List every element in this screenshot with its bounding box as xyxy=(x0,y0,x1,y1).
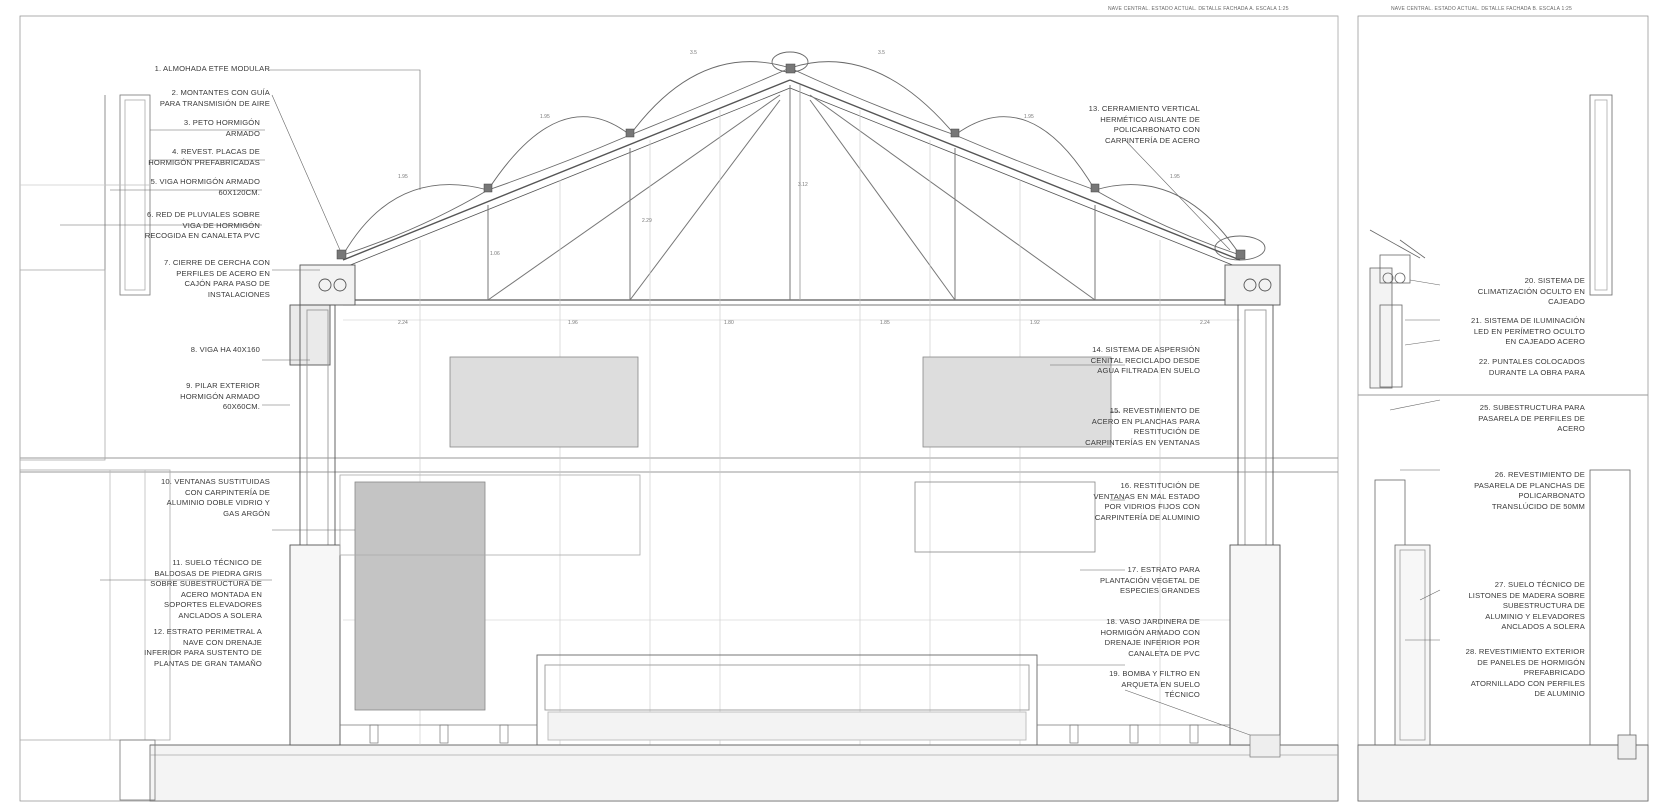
dim-span-3: 1.80 xyxy=(724,320,734,326)
note-5: 5. VIGA HORMIGÓN ARMADO 60X120CM. xyxy=(150,177,260,197)
dim-arc-mid-left: 1.95 xyxy=(540,114,550,120)
note-17: 17. ESTRATO PARA PLANTACIÓN VEGETAL DE ESPECIES GRANDES xyxy=(1099,565,1200,596)
note-10: 10. VENTANAS SUSTITUIDAS CON CARPINTERÍA DE ALUMINIO DOBLE VIDRIO Y GAS ARGÓN xyxy=(161,477,270,518)
dim-span-4: 1.85 xyxy=(880,320,890,326)
note-2: 2. MONTANTES CON GUÍA PARA TRANSMISIÓN DE AIRE xyxy=(159,88,270,108)
dim-span-5: 1.92 xyxy=(1030,320,1040,326)
roof-etfe-cushions xyxy=(343,52,1265,260)
note-21: 21. SISTEMA DE ILUMINACIÓN LED EN PERÍMETRO OCULTO EN CAJEADO ACERO xyxy=(1470,316,1585,347)
note-25: 25. SUBESTRUCTURA PARA PASARELA DE PERFILES DE ACERO xyxy=(1478,403,1585,434)
note-4: 4. REVEST. PLACAS DE HORMIGÓN PREFABRICADAS xyxy=(148,147,260,167)
note-18: 18. VASO JARDINERA DE HORMIGÓN ARMADO CON DRENAJE INFERIOR POR CANALETA DE PVC xyxy=(1100,617,1200,658)
note-6: 6. RED DE PLUVIALES SOBRE VIGA DE HORMIGÓN RECOGIDA EN CANALETA PVC xyxy=(144,210,260,241)
dim-arc-top-right: 3.5 xyxy=(878,50,885,56)
dim-span-6: 2.24 xyxy=(1200,320,1210,326)
note-27: 27. SUELO TÉCNICO DE LISTONES DE MADERA SOBRE SUBESTRUCTURA DE ALUMINIO Y ELEVADORES ANCLADOS A SOLERA xyxy=(1468,580,1585,632)
dim-ridge-height: 3.12 xyxy=(798,182,808,188)
dim-arc-top-left: 3.5 xyxy=(690,50,697,56)
note-11: 11. SUELO TÉCNICO DE BALDOSAS DE PIEDRA GRIS SOBRE SUBESTRUCTURA DE ACERO MONTADA EN SOPORTES ELEVADORES ANCLADOS A SOLERA xyxy=(150,558,262,620)
note-22: 22. PUNTALES COLOCADOS DURANTE LA OBRA PARA xyxy=(1478,357,1585,377)
dim-post-left-small: 1.06 xyxy=(490,251,500,257)
ground-slab xyxy=(150,745,1648,801)
note-28: 28. REVESTIMIENTO EXTERIOR DE PANELES DE HORMIGÓN PREFABRICADO ATORNILLADO CON PERFILES DE ALUMINIO xyxy=(1465,647,1585,699)
note-8: 8. VIGA HA 40X160 xyxy=(190,345,260,354)
note-15: 15. REVESTIMIENTO DE ACERO EN PLANCHAS PARA RESTITUCIÓN DE CARPINTERÍAS EN VENTANAS xyxy=(1085,406,1200,447)
note-16: 16. RESTITUCIÓN DE VENTANAS EN MAL ESTADO POR VIDRIOS FIJOS CON CARPINTERÍA DE ALUMINIO xyxy=(1093,481,1200,522)
note-1: 1. ALMOHADA ETFE MODULAR xyxy=(154,64,270,73)
note-26: 26. REVESTIMIENTO DE PASARELA DE PLANCHAS DE POLICARBONATO TRANSLÚCIDO DE 50MM xyxy=(1474,470,1585,511)
note-19: 19. BOMBA Y FILTRO EN ARQUETA EN SUELO TÉCNICO xyxy=(1109,669,1200,700)
sheet-title-a: NAVE CENTRAL. ESTADO ACTUAL. DETALLE FACHADA A. ESCALA 1:25 xyxy=(1108,6,1289,12)
dim-arc-low-right: 1.95 xyxy=(1170,174,1180,180)
eave-gutter-right xyxy=(1225,265,1280,305)
note-3: 3. PETO HORMIGÓN ARMADO xyxy=(183,118,260,138)
dim-span-1: 2.24 xyxy=(398,320,408,326)
dim-span-2: 1.96 xyxy=(568,320,578,326)
dim-arc-low-left: 1.95 xyxy=(398,174,408,180)
dim-post-left: 2.29 xyxy=(642,218,652,224)
note-14: 14. SISTEMA DE ASPERSIÓN CENITAL RECICLADO DESDE AGUA FILTRADA EN SUELO xyxy=(1090,345,1200,376)
dim-arc-mid-right: 1.95 xyxy=(1024,114,1034,120)
note-20: 20. SISTEMA DE CLIMATIZACIÓN OCULTO EN CAJEADO xyxy=(1477,276,1585,307)
interior-windows xyxy=(340,357,1111,710)
facade-a-left-wall xyxy=(20,95,170,800)
sheet-title-b: NAVE CENTRAL. ESTADO ACTUAL. DETALLE FACHADA B. ESCALA 1:25 xyxy=(1391,6,1573,12)
planter xyxy=(537,655,1037,745)
note-12: 12. ESTRATO PERIMETRAL A NAVE CON DRENAJE INFERIOR PARA SUSTENTO DE PLANTAS DE GRAN TAMAÑO xyxy=(144,627,262,668)
note-13: 13. CERRAMIENTO VERTICAL HERMÉTICO AISLANTE DE POLICARBONATO CON CARPINTERÍA DE ACERO xyxy=(1088,104,1200,145)
roof-nodes xyxy=(337,64,1245,259)
section-break-lines xyxy=(20,395,1648,472)
note-9: 9. PILAR EXTERIOR HORMIGÓN ARMADO 60X60CM. xyxy=(180,381,260,412)
note-7: 7. CIERRE DE CERCHA CON PERFILES DE ACERO EN CAJÓN PARA PASO DE INSTALACIONES xyxy=(164,258,270,299)
